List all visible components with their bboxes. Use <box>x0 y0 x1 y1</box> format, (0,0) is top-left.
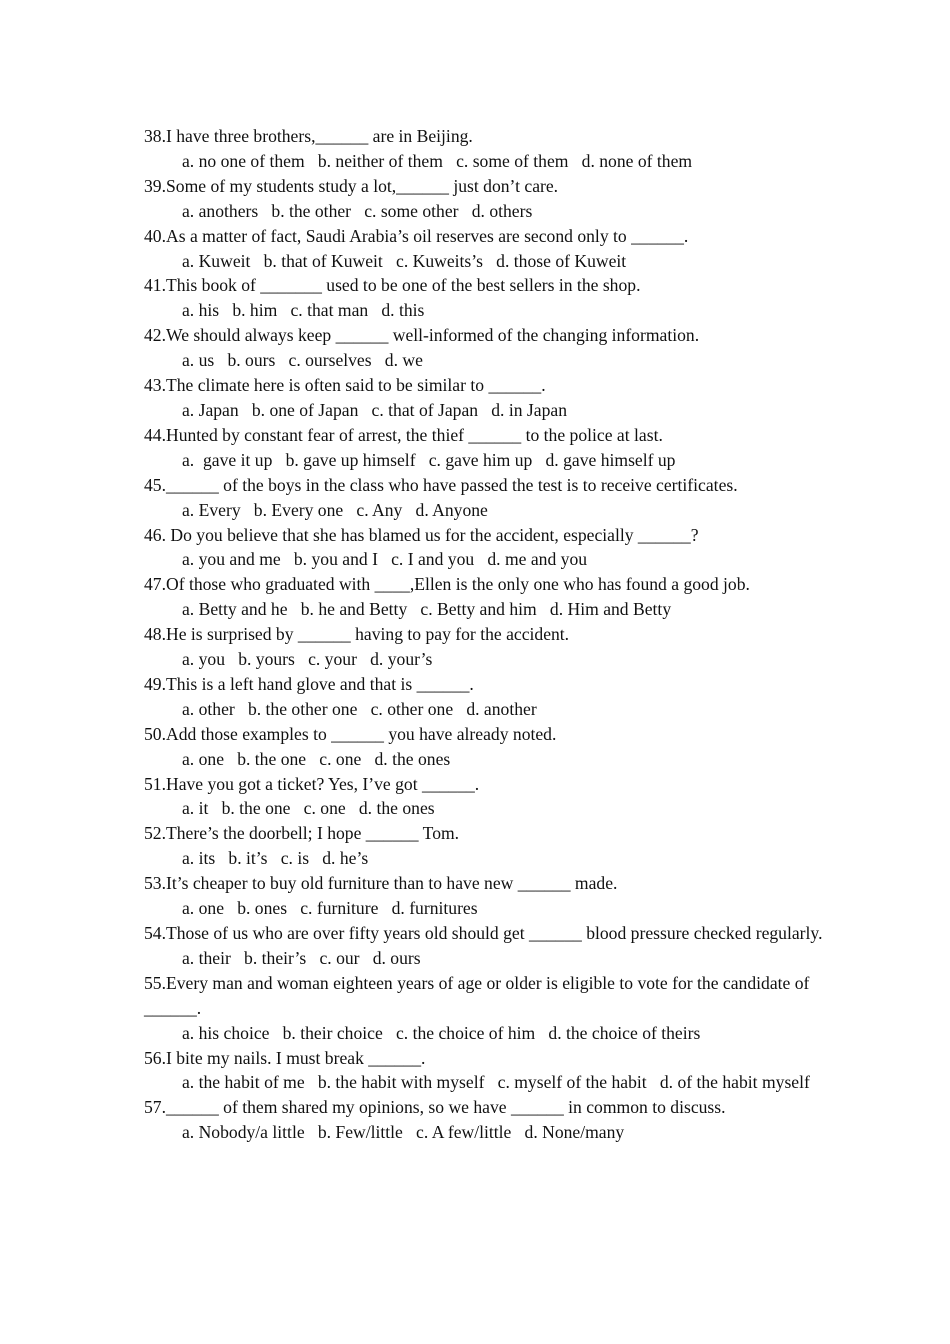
question-options: a. his b. him c. that man d. this <box>182 300 425 321</box>
question-options: a. its b. it’s c. is d. he’s <box>182 848 369 869</box>
question-stem: 56.I bite my nails. I must break ______. <box>144 1047 426 1068</box>
question-56 <box>144 1046 824 1096</box>
question-stem: 47.Of those who graduated with ____,Ellen is the only one who has found a good job. <box>144 574 750 595</box>
question-41 <box>144 273 824 323</box>
question-options: a. you and me b. you and I c. I and you d. me and you <box>182 549 588 570</box>
question-options: a. Japan b. one of Japan c. that of Japan d. in Japan <box>182 399 567 420</box>
question-39 <box>144 174 824 224</box>
question-options: a. you b. yours c. your d. your’s <box>182 649 433 670</box>
question-stem: 40.As a matter of fact, Saudi Arabia’s oil reserves are second only to ______. <box>144 225 689 246</box>
question-stem: 38.I have three brothers,______ are in Beijing. <box>144 126 473 146</box>
question-options: a. one b. ones c. furniture d. furnitures <box>182 898 478 919</box>
question-stem: 46. Do you believe that she has blamed us for the accident, especially ______? <box>144 524 699 545</box>
question-options: a. us b. ours c. ourselves d. we <box>182 350 423 371</box>
question-stem: 55.Every man and woman eighteen years of age or older is eligible to vote for the candidate of ______. <box>144 972 814 1018</box>
question-46 <box>144 523 824 573</box>
question-options: a. gave it up b. gave up himself c. gave him up d. gave himself up <box>182 449 676 470</box>
question-47 <box>144 572 824 622</box>
question-stem: 57.______ of them shared my opinions, so we have ______ in common to discuss. <box>144 1097 726 1118</box>
question-options: a. anothers b. the other c. some other d. others <box>182 200 533 221</box>
question-options: a. Every b. Every one c. Any d. Anyone <box>182 499 488 520</box>
question-options: a. Kuweit b. that of Kuweit c. Kuweits’s d. those of Kuweit <box>182 250 627 271</box>
question-42 <box>144 323 824 373</box>
question-options: a. other b. the other one c. other one d. another <box>182 698 537 719</box>
question-55 <box>144 971 824 1046</box>
question-57 <box>144 1095 824 1145</box>
question-options: a. it b. the one c. one d. the ones <box>182 798 435 819</box>
question-stem: 52.There’s the doorbell; I hope ______ Tom. <box>144 823 460 844</box>
question-stem: 43.The climate here is often said to be similar to ______. <box>144 375 546 396</box>
question-53 <box>144 871 824 921</box>
question-stem: 39.Some of my students study a lot,______ just don’t care. <box>144 175 559 196</box>
question-stem: 49.This is a left hand glove and that is ______. <box>144 673 474 694</box>
question-options: a. Betty and he b. he and Betty c. Betty and him d. Him and Betty <box>182 599 672 620</box>
document-page <box>144 124 824 1145</box>
question-stem: 41.This book of _______ used to be one of the best sellers in the shop. <box>144 275 641 296</box>
question-48 <box>144 622 824 672</box>
question-38 <box>144 124 824 174</box>
question-54 <box>144 921 824 971</box>
question-options: a. the habit of me b. the habit with myself c. myself of the habit d. of the habit myself <box>182 1072 810 1093</box>
question-options: a. his choice b. their choice c. the choice of him d. the choice of theirs <box>182 1022 701 1043</box>
question-stem: 48.He is surprised by ______ having to pay for the accident. <box>144 624 570 645</box>
question-40 <box>144 224 824 274</box>
question-49 <box>144 672 824 722</box>
question-stem: 54.Those of us who are over fifty years old should get ______ blood pressure checked regularly. <box>144 923 823 943</box>
question-options: a. Nobody/a little b. Few/little c. A few/little d. None/many <box>182 1122 625 1143</box>
question-options: a. their b. their’s c. our d. ours <box>182 947 421 968</box>
question-stem: 42.We should always keep ______ well-informed of the changing information. <box>144 325 700 346</box>
question-options: a. one b. the one c. one d. the ones <box>182 748 451 769</box>
question-45 <box>144 473 824 523</box>
question-stem: 45.______ of the boys in the class who have passed the test is to receive certificates. <box>144 474 738 495</box>
question-stem: 50.Add those examples to ______ you have already noted. <box>144 723 557 744</box>
question-52 <box>144 821 824 871</box>
question-50 <box>144 722 824 772</box>
question-43 <box>144 373 824 423</box>
question-stem: 44.Hunted by constant fear of arrest, the thief ______ to the police at last. <box>144 424 663 445</box>
question-44 <box>144 423 824 473</box>
question-stem: 51.Have you got a ticket? Yes, I’ve got ______. <box>144 773 480 794</box>
question-stem: 53.It’s cheaper to buy old furniture than to have new ______ made. <box>144 873 618 894</box>
question-options: a. no one of them b. neither of them c. some of them d. none of them <box>182 150 693 171</box>
question-51 <box>144 772 824 822</box>
